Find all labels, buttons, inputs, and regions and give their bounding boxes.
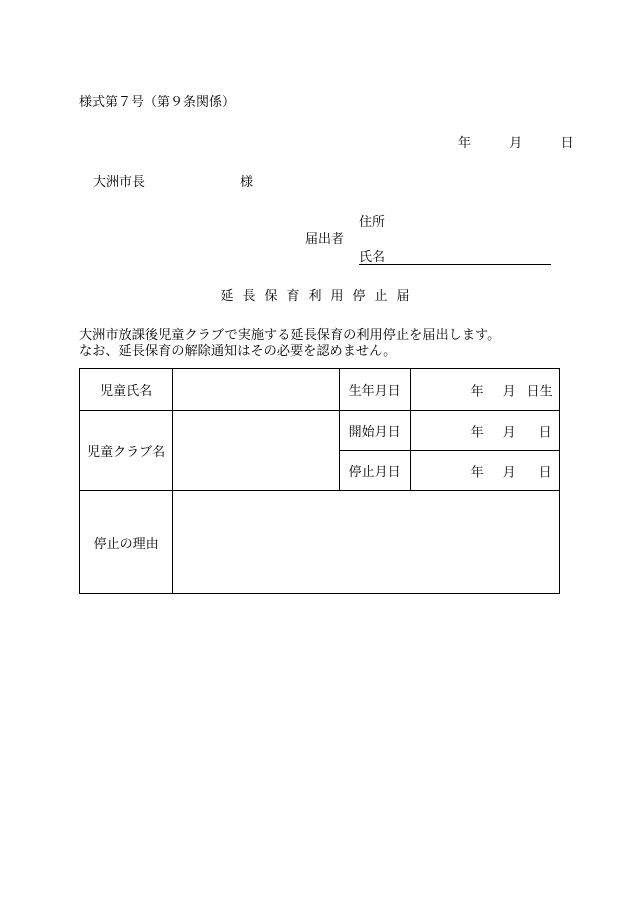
start-day-unit: 日 (538, 425, 552, 440)
filer-address-label: 住所 (359, 215, 386, 230)
addressee-honorific: 様 (240, 175, 254, 190)
start-date-label: 開始月日 (339, 411, 410, 451)
start-month-unit: 月 (502, 425, 516, 440)
birthdate-field (410, 369, 559, 411)
start-date-field (410, 411, 559, 451)
filer-name-underline (359, 264, 551, 265)
club-name-label: 児童クラブ名 (80, 411, 173, 491)
reason-label: 停止の理由 (80, 491, 173, 594)
application-table (79, 368, 560, 594)
club-name-field (173, 411, 339, 491)
stop-date-label: 停止月日 (339, 451, 410, 491)
child-name-label: 児童氏名 (80, 369, 173, 411)
submission-date (458, 137, 574, 150)
stop-day-unit: 日 (538, 465, 552, 480)
table-row (80, 369, 560, 411)
stop-month-unit: 月 (502, 465, 516, 480)
body-line-2: なお、延長保育の解除通知はその必要を認めません。 (79, 344, 397, 359)
birthdate-month-unit: 月 (502, 384, 516, 399)
birthdate-day-unit: 日生 (526, 384, 553, 399)
start-year-unit: 年 (470, 425, 484, 440)
addressee-name: 大洲市長 (93, 175, 146, 190)
birthdate-label: 生年月日 (339, 369, 410, 411)
date-month: 月 (509, 136, 523, 151)
filer-name-label: 氏名 (359, 250, 386, 265)
date-day: 日 (560, 136, 574, 151)
document-title: 延長保育利用停止届 (220, 289, 419, 304)
body-line-1: 大洲市放課後児童クラブで実施する延長保育の利用停止を届出します。 (79, 328, 501, 343)
child-name-field (173, 369, 339, 411)
form-number: 様式第７号（第９条関係） (79, 95, 236, 110)
birthdate-year-unit: 年 (470, 384, 484, 399)
reason-field (173, 491, 560, 594)
table-row (80, 491, 560, 594)
filer-label: 届出者 (305, 232, 345, 247)
table-row (80, 411, 560, 451)
date-year: 年 (458, 136, 472, 151)
stop-year-unit: 年 (470, 465, 484, 480)
stop-date-field (410, 451, 559, 491)
